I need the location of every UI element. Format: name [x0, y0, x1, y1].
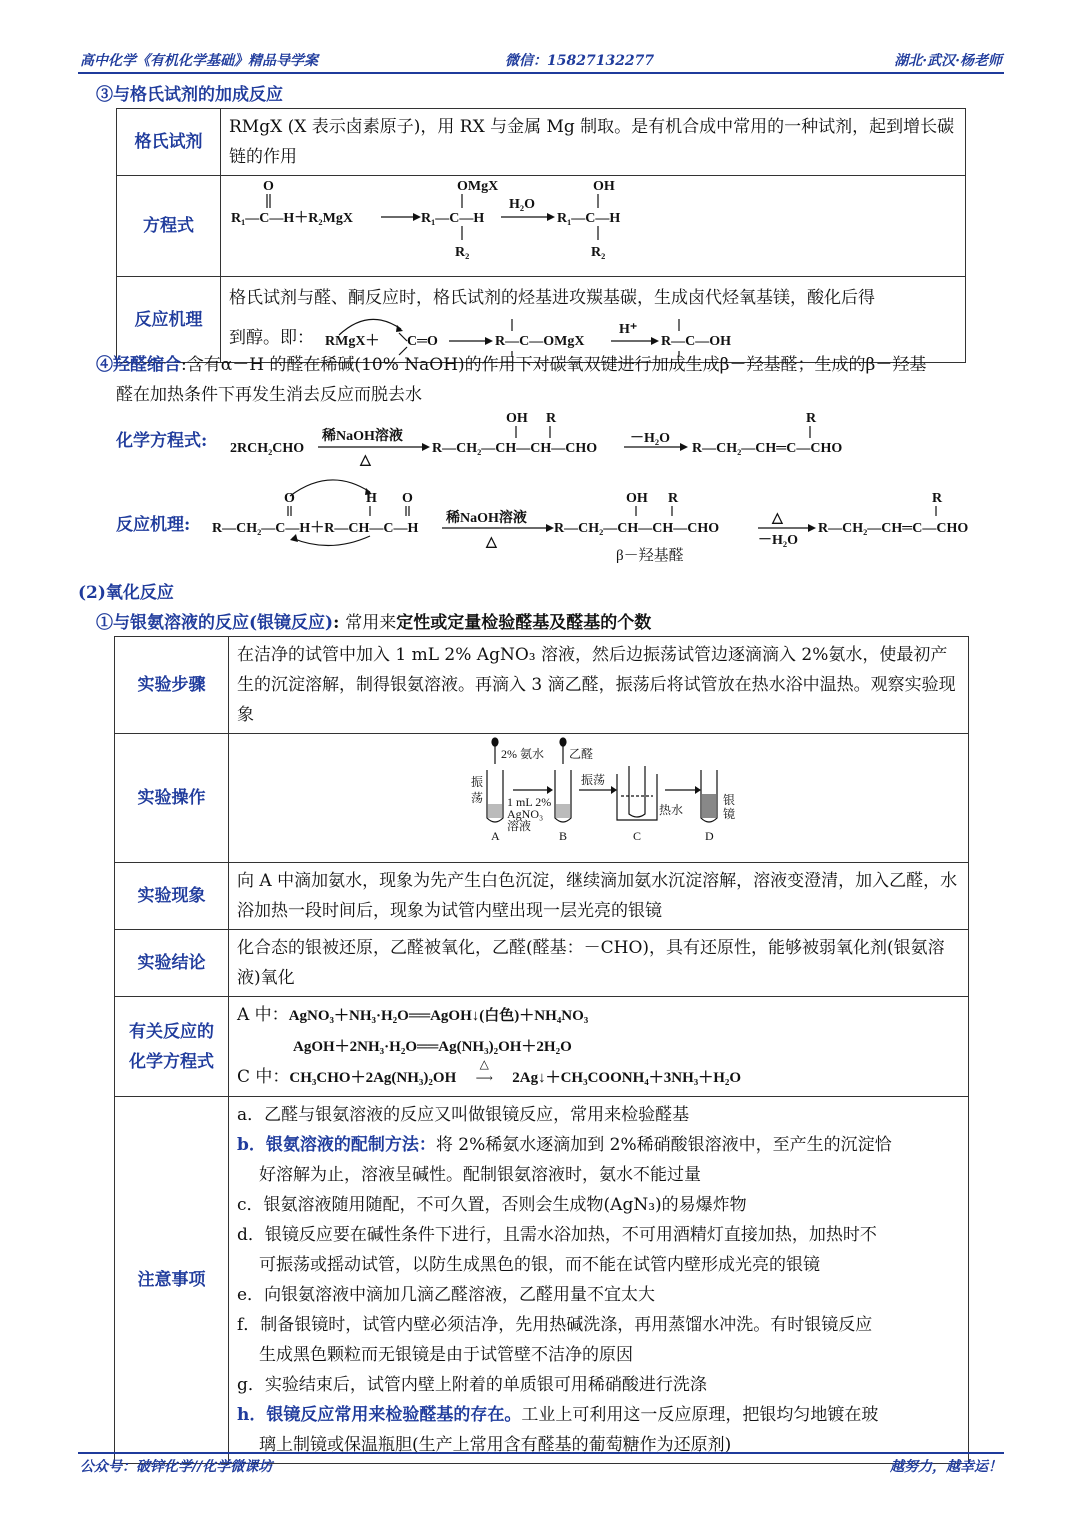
- apparatus-diagram: [229, 734, 969, 852]
- note-d-cont: 可振荡或摇动试管，以防生成黑色的银，而不能在试管内壁形成光亮的银镜: [259, 1255, 820, 1275]
- silver-subtitle-head: ①与银氨溶液的反应(银镜反应): [96, 613, 334, 633]
- mechanism-text: 格氏试剂与醛、酮反应时，格氏试剂的烃基进攻羰基碳，生成卤代烃氧基镁，酸化后得: [229, 287, 875, 308]
- step-label: 实验步骤: [115, 637, 229, 734]
- svg-text:R₁—C—H: R₁—C—H: [557, 211, 621, 226]
- conclusion-label: 实验结论: [115, 930, 229, 997]
- operation-label: 实验操作: [115, 734, 229, 863]
- fig-label-c: C: [633, 829, 642, 843]
- aldol-title: ④羟醛缩合: [96, 355, 181, 375]
- fig-agno3-2: AgNO₃: [507, 807, 544, 821]
- fig-ammonia: 2% 氨水: [501, 747, 544, 761]
- grignard-title: ③与格氏试剂的加成反应: [96, 85, 283, 105]
- svg-text:O: O: [402, 491, 413, 506]
- page-header: [80, 50, 1002, 74]
- eq-c-right: 2Ag↓＋CH₃COONH₄＋3NH₃＋H₂O: [512, 1070, 742, 1086]
- operation-figure: [229, 734, 969, 863]
- grignard-desc: RMgX (X 表示卤素原子)，用 RX 与金属 Mg 制取。是有机合成中常用的一种试剂，起到增长碳链的作用: [221, 109, 966, 176]
- notes-label: 注意事项: [115, 1097, 229, 1464]
- step-text: 在洁净的试管中加入 1 mL 2% AgNO₃ 溶液，然后边振荡试管边逐滴滴入 2%氨水，使最初产生的沉淀溶解，制得银氨溶液。再滴入 3 滴乙醛，振荡后将试管放在热水浴中温热。观察实验现象: [229, 637, 969, 734]
- chem-o: O: [263, 179, 274, 194]
- oxidation-title: (2)氧化反应: [78, 583, 174, 603]
- footer-rule: [78, 1452, 1004, 1454]
- svg-text:R₁—C—H: R₁—C—H: [421, 211, 485, 226]
- aldol-text2: 醛在加热条件下再发生消去反应而脱去水: [116, 385, 422, 405]
- grignard-table: [116, 108, 966, 363]
- chem-r2: R₂: [455, 245, 470, 260]
- svg-text:R—CH₂—CH—CH—CHO: R—CH₂—CH—CH—CHO: [554, 521, 720, 536]
- silver-mirror-table: [114, 636, 969, 1464]
- svg-text:R₁—C—H＋R₂MgX: R₁—C—H＋R₂MgX: [231, 211, 353, 226]
- aldol-eq-cond: 稀NaOH溶液: [322, 429, 403, 444]
- fig-shake2: 振荡: [581, 773, 606, 787]
- observation-text: 向 A 中滴加氨水，现象为先产生白色沉淀，继续滴加氨水沉淀溶解，溶液变澄清，加入乙醛，水浴加热一段时间后，现象为试管内壁出现一层光亮的银镜: [229, 863, 969, 930]
- eq-a-prefix: A 中：: [237, 1005, 289, 1025]
- conclusion-text: 化合态的银被还原，乙醛被氧化，乙醛(醛基：－CHO)，具有还原性，能够被弱氧化剂(银氨溶液)氧化: [229, 930, 969, 997]
- chem-r-c-oh: R—C—OH: [661, 333, 731, 349]
- aldol-mech-heat2: △: [772, 511, 783, 526]
- note-d: d．银镜反应要在碱性条件下进行，且需水浴加热，不可用酒精灯直接加热，加热时不: [237, 1225, 877, 1245]
- note-f-cont: 生成黑色颗粒而无银镜是由于试管壁不洁净的原因: [259, 1345, 633, 1365]
- aldol-eq-left: 2RCH₂CHO: [230, 441, 305, 456]
- aldol-mechanism-svg: [210, 470, 1000, 570]
- svg-text:O: O: [284, 491, 295, 506]
- note-c: c．银氨溶液随用随配，不可久置，否则会生成物(AgN₃)的易爆炸物: [237, 1195, 747, 1215]
- fig-label-d: D: [705, 829, 714, 843]
- aldol-eq-r: R: [806, 411, 817, 426]
- aldol-paragraph: [96, 350, 1008, 410]
- eq-c-cond: △: [479, 1057, 489, 1071]
- grignard-equation-svg: [221, 176, 966, 266]
- header-title: 高中化学《有机化学基础》精品导学案: [80, 53, 318, 69]
- mechanism-label: 反应机理: [117, 277, 221, 363]
- silver-subtitle: ①与银氨溶液的反应(银镜反应): 常用来定性或定量检验醛基及醛基的个数: [96, 613, 652, 633]
- fig-agno3-1: 1 mL 2%: [507, 795, 552, 809]
- chem-c-eq-o: C═O: [407, 333, 438, 349]
- eq-a1: AgNO₃＋NH₃·H₂O══AgOH↓(白色)＋NH₄NO₃: [288, 1008, 589, 1024]
- note-h: h．银镜反应常用来检验醛基的存在。工业上可利用这一反应原理，把银均匀地镀在玻: [237, 1405, 879, 1425]
- chem-r-c-omgx: R—C—OMgX: [495, 333, 585, 349]
- note-a: a．乙醛与银氨溶液的反应又叫做银镜反应，常用来检验醛基: [237, 1105, 690, 1125]
- svg-text:H: H: [366, 491, 377, 506]
- fig-agno3-3: 溶液: [507, 819, 532, 833]
- equations-cell: A 中：AgNO₃＋NH₃·H₂O══AgOH↓(白色)＋NH₄NO₃ AgOH＋2NH₃·H₂O══Ag(NH₃)₂OH＋2H₂O C 中：CH₃CHO＋2Ag(NH₃)₂OH △ ⟶ 2Ag↓＋CH₃COONH₄＋3NH₃＋H₂O: [229, 997, 969, 1097]
- aldol-eq-label: 化学方程式:: [116, 431, 208, 451]
- fig-shake1b: 荡: [471, 791, 484, 805]
- aldol-eq-mid: R—CH₂—CH—CH—CHO: [432, 441, 598, 456]
- aldol-eq-heat: △: [360, 453, 371, 468]
- fig-label-a: A: [491, 829, 500, 843]
- aldol-equation-svg: [226, 404, 986, 470]
- svg-text:R: R: [932, 491, 943, 506]
- aldol-eq-right: R—CH₂—CH═C—CHO: [692, 441, 843, 456]
- notes-cell: [229, 1097, 969, 1464]
- mechanism-text2: 到醇。即：: [229, 327, 314, 348]
- observation-label: 实验现象: [115, 863, 229, 930]
- aldol-text: :含有α－H 的醛在稀碱(10% NaOH)的作用下对碳氧双键进行加成生成β－羟基醛；生成的β－羟基: [181, 355, 927, 375]
- svg-text:R—CH₂—CH═C—CHO: R—CH₂—CH═C—CHO: [818, 521, 969, 536]
- fig-label-b: B: [559, 829, 568, 843]
- chem-omgx: OMgX: [457, 179, 499, 194]
- svg-text:R₂: R₂: [591, 245, 606, 260]
- svg-text:OH: OH: [626, 491, 648, 506]
- aldol-eq-minus-h2o: －H₂O: [630, 431, 670, 446]
- equation-label: 方程式: [117, 176, 221, 277]
- fig-acetaldehyde: 乙醛: [569, 747, 594, 761]
- header-rule: [78, 72, 1004, 74]
- svg-text:R: R: [546, 411, 557, 426]
- grignard-equation: [221, 176, 966, 277]
- aldol-mech-minus-h2o: －H₂O: [758, 533, 798, 548]
- eq-a2: AgOH＋2NH₃·H₂O══Ag(NH₃)₂OH＋2H₂O: [293, 1039, 572, 1055]
- equations-label: 有关反应的化学方程式: [115, 997, 229, 1097]
- chem-oh: OH: [593, 179, 615, 194]
- grignard-label: 格氏试剂: [117, 109, 221, 176]
- note-f: f．制备银镜时，试管内壁必须洁净，先用热碱洗涤，再用蒸馏水冲洗。有时银镜反应: [237, 1315, 873, 1335]
- note-e: e．向银氨溶液中滴加几滴乙醛溶液，乙醛用量不宜太大: [237, 1285, 656, 1305]
- silver-subtitle-text: 常用来: [345, 613, 397, 633]
- chem-h2o: H₂O: [509, 197, 535, 212]
- fig-mirror2: 镜: [723, 807, 736, 821]
- aldol-mech-label: 反应机理:: [116, 515, 191, 535]
- aldol-mech-cond: 稀NaOH溶液: [446, 511, 527, 526]
- aldol-mech-heat: △: [486, 535, 497, 550]
- note-b-cont: 好溶解为止，溶液呈碱性。配制银氨溶液时，氨水不能过量: [259, 1165, 701, 1185]
- fig-mirror1: 银: [723, 793, 736, 807]
- aldol-mech-left: R—CH₂—C—H＋R—CH—C—H: [212, 521, 419, 536]
- beta-hydroxy-label: β－羟基醛: [616, 548, 684, 564]
- note-h-cont: 璃上制镜或保温瓶胆(生产上常用含有醛基的葡萄糖作为还原剂): [259, 1435, 732, 1455]
- silver-subtitle-bold: 定性或定量检验醛基及醛基的个数: [396, 613, 652, 633]
- fig-shake1: 振: [471, 775, 484, 789]
- svg-text:R: R: [668, 491, 679, 506]
- footer-left: 公众号：破锌化学//化学微课坊: [80, 1459, 273, 1475]
- chem-hplus: H⁺: [619, 321, 638, 337]
- note-b: b．银氨溶液的配制方法：将 2%稀氨水逐滴加到 2%稀硝酸银溶液中，至产生的沉淀恰: [237, 1135, 892, 1155]
- chem-rmgx: RMgX＋: [325, 333, 380, 349]
- eq-c-prefix: C 中：: [237, 1067, 290, 1087]
- footer-right: 越努力，越幸运！: [890, 1459, 1002, 1475]
- fig-hot-water: 热水: [659, 803, 684, 817]
- header-author: 湖北·武汉·杨老师: [894, 53, 1002, 69]
- aldol-eq-oh: OH: [506, 411, 528, 426]
- note-g: g．实验结束后，试管内壁上附着的单质银可用稀硝酸进行洗涤: [237, 1375, 707, 1395]
- eq-c-left: CH₃CHO＋2Ag(NH₃)₂OH: [289, 1070, 457, 1086]
- header-contact: 微信：15827132277: [505, 53, 655, 69]
